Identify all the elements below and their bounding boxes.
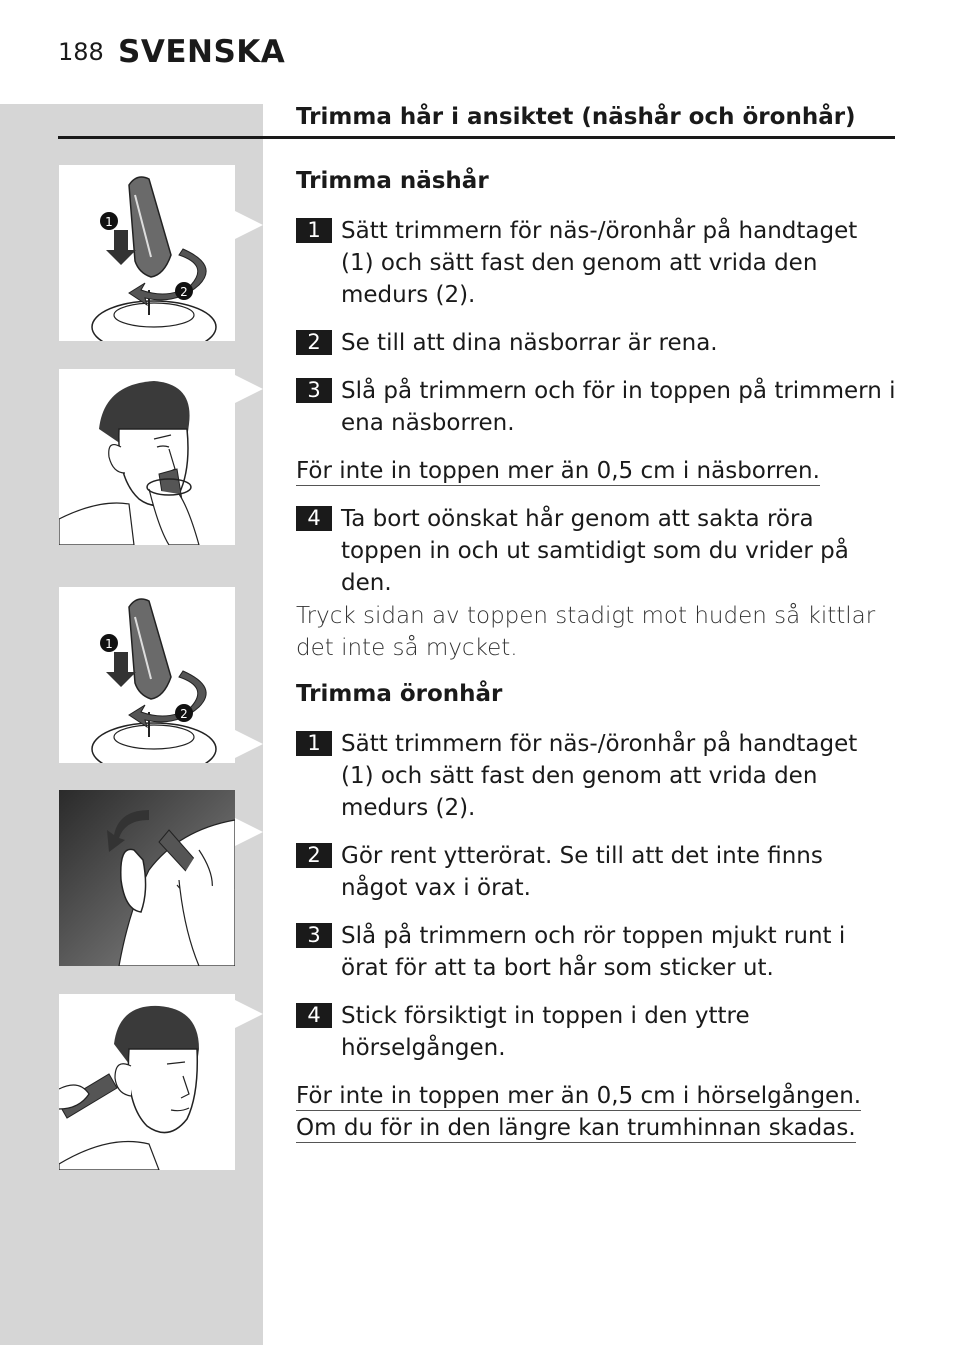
ear-warning-line-1 xyxy=(296,1080,861,1112)
section-divider xyxy=(58,136,895,139)
figure-attach-trimmer-ear xyxy=(59,587,235,763)
step-text: Stick försiktigt in toppen i den yttre hörselgången. xyxy=(341,1003,750,1061)
figure-pointer xyxy=(235,730,263,758)
step-text: Ta bort oönskat hår genom att sakta röra toppen in och ut samtidigt som du vrider på den. xyxy=(341,506,849,596)
nose-step-3 xyxy=(296,375,896,439)
nose-tip: Tryck sidan av toppen stadigt mot huden så kittlar det inte så mycket. xyxy=(296,603,876,661)
language-heading: SVENSKA xyxy=(118,34,286,70)
page-number: 188 xyxy=(58,38,104,66)
step-text: Sätt trimmern för näs-/öronhår på handtaget (1) och sätt fast den genom att vrida den medurs (2). xyxy=(341,218,858,308)
figure-pointer xyxy=(235,818,263,846)
ear-step-4 xyxy=(296,1000,896,1064)
figure-trimming-outer-ear xyxy=(59,790,235,966)
figure-pointer xyxy=(235,375,263,403)
ear-step-1 xyxy=(296,728,896,824)
step-number: 3 xyxy=(296,923,332,948)
ear-step-2 xyxy=(296,840,896,904)
nose-step-1 xyxy=(296,215,896,311)
section-title: Trimma hår i ansiktet (näshår och öronhår) xyxy=(296,104,856,130)
nose-step-2 xyxy=(296,327,896,359)
step-text: Sätt trimmern för näs-/öronhår på handtaget (1) och sätt fast den genom att vrida den medurs (2). xyxy=(341,731,858,821)
step-text: Slå på trimmern och rör toppen mjukt runt i örat för att ta bort hår som sticker ut. xyxy=(341,923,846,981)
nose-warning xyxy=(296,455,820,487)
subheading-nose: Trimma näshår xyxy=(296,168,489,194)
figure-step-label-2: 2 xyxy=(180,707,188,721)
step-number: 4 xyxy=(296,506,332,531)
step-text: Slå på trimmern och för in toppen på trimmern i ena näsborren. xyxy=(341,378,896,436)
step-number: 2 xyxy=(296,330,332,355)
step-number: 3 xyxy=(296,378,332,403)
step-number: 4 xyxy=(296,1003,332,1028)
step-text: Gör rent ytterörat. Se till att det inte finns något vax i örat. xyxy=(341,843,823,901)
subheading-ear: Trimma öronhår xyxy=(296,681,503,707)
figure-attach-trimmer-nose xyxy=(59,165,235,341)
ear-warning-text-1: För inte in toppen mer än 0,5 cm i hörselgången. xyxy=(296,1083,862,1109)
ear-warning-line-2 xyxy=(296,1112,856,1144)
figure-step-label-1: 1 xyxy=(105,215,113,229)
step-text: Se till att dina näsborrar är rena. xyxy=(341,330,718,356)
figure-pointer xyxy=(235,1000,263,1028)
figure-trimming-ear-canal xyxy=(59,994,235,1170)
figure-trimming-nose xyxy=(59,369,235,545)
nose-step-4 xyxy=(296,503,896,599)
figure-pointer xyxy=(235,211,263,239)
step-number: 2 xyxy=(296,843,332,868)
ear-step-3 xyxy=(296,920,896,984)
ear-warning-text-2: Om du för in den längre kan trumhinnan skadas. xyxy=(296,1115,856,1141)
nose-warning-text: För inte in toppen mer än 0,5 cm i näsborren. xyxy=(296,458,820,484)
figure-step-label-2: 2 xyxy=(180,285,188,299)
step-number: 1 xyxy=(296,731,332,756)
step-number: 1 xyxy=(296,218,332,243)
figure-step-label-1: 1 xyxy=(105,637,113,651)
